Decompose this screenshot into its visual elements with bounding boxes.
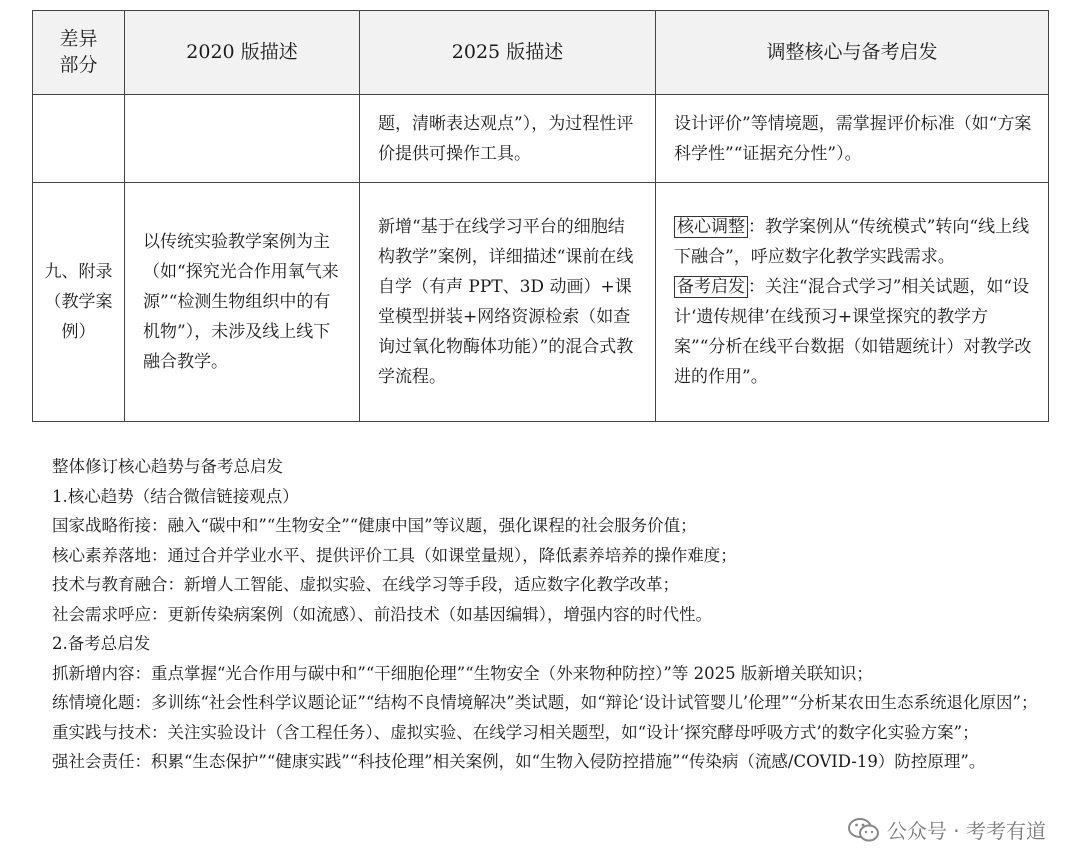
core-adjust-label: 核心调整	[674, 216, 748, 238]
notes-item: 强社会责任：积累“生态保护”“健康实践”“科技伦理”相关案例，如“生物入侵防控措施”“传染病（流感/COVID-19）防控原理”。	[52, 752, 986, 771]
exam-tip-label: 备考启发	[674, 276, 748, 298]
row2-core-content	[656, 212, 1048, 392]
row2-part-cell	[33, 183, 125, 422]
core-adjust-text: ：教学案例从“传统模式”转向“线上线下融合”，呼应数字化教学实践需求。	[674, 217, 1030, 267]
comparison-table	[32, 10, 1049, 422]
table-row	[33, 183, 1049, 422]
header-2020: 2020 版描述	[125, 11, 360, 95]
notes-section-1: 1.核心趋势（结合微信链接观点）	[52, 486, 299, 506]
table-header-row	[33, 11, 1049, 95]
header-core-adjust: 调整核心与备考启发	[656, 11, 1049, 95]
watermark	[847, 815, 1046, 844]
row2-2020-cell	[125, 183, 360, 422]
notes-item: 抓新增内容：重点掌握“光合作用与碳中和”“干细胞伦理”“生物安全（外来物种防控）”等 2025 版新增关联知识；	[52, 663, 873, 683]
notes-item: 技术与教育融合：新增人工智能、虚拟实验、在线学习等手段，适应数字化教学改革；	[52, 575, 679, 594]
row1-2025-text: 题，清晰表达观点”），为过程性评价提供可操作工具。	[378, 113, 634, 164]
notes-title: 整体修订核心趋势与备考总启发	[52, 457, 283, 476]
notes-item: 核心素养落地：通过合并学业水平、提供评价工具（如课堂量规），降低素养培养的操作难度；	[52, 545, 737, 565]
summary-notes	[52, 452, 1052, 777]
row1-part-cell	[33, 95, 125, 183]
watermark-text: 公众号 · 考考有道	[886, 819, 1046, 843]
wechat-icon	[847, 817, 881, 843]
row2-part-text: 九、附录（教学案例）	[44, 262, 113, 342]
row2-2020-text: 以传统实验教学案例为主（如“探究光合作用氧气来源”“检测生物组织中的有机物”），未涉及线上线下融合教学。	[143, 232, 339, 372]
row1-2020-cell	[125, 95, 360, 183]
row1-core-text: 设计评价”等情境题，需掌握评价标准（如“方案科学性”“证据充分性”）。	[674, 113, 1032, 164]
row2-2025-text: 新增“基于在线学习平台的细胞结构教学”案例，详细描述“课前在线自学（有声 PPT、3D 动画）+课堂模型拼装+网络资源检索（如查询过氧化物酶体功能）”的混合式教学流程。	[378, 217, 634, 387]
row2-core-cell	[656, 183, 1049, 422]
notes-section-2: 2.备考总启发	[52, 634, 151, 653]
notes-item: 练情境化题：多训练“社会性科学议题论证”“结构不良情境解决”类试题，如“辩论‘设计试管婴儿’伦理”“分析某农田生态系统退化原因”；	[52, 693, 1038, 712]
exam-tip-text: ：关注“混合式学习”相关试题，如“设计‘遗传规律’在线预习+课堂探究的教学方案”“分析在线平台数据（如错题统计）对教学改进的作用”。	[674, 277, 1032, 387]
header-2025: 2025 版描述	[360, 11, 656, 95]
header-diff-part: 差异 部分	[33, 11, 125, 95]
row1-2025-cell	[360, 95, 656, 183]
row2-2025-cell	[360, 183, 656, 422]
notes-item: 重实践与技术：关注实验设计（含工程任务）、虚拟实验、在线学习相关题型，如“设计‘探究酵母呼吸方式’的数字化实验方案”；	[52, 722, 979, 742]
row1-core-cell	[656, 95, 1049, 183]
notes-item: 社会需求呼应：更新传染病案例（如流感）、前沿技术（如基因编辑），增强内容的时代性。	[52, 604, 712, 624]
table-row	[33, 95, 1049, 183]
notes-item: 国家战略衔接：融入“碳中和”“生物安全”“健康中国”等议题，强化课程的社会服务价值；	[52, 516, 697, 535]
